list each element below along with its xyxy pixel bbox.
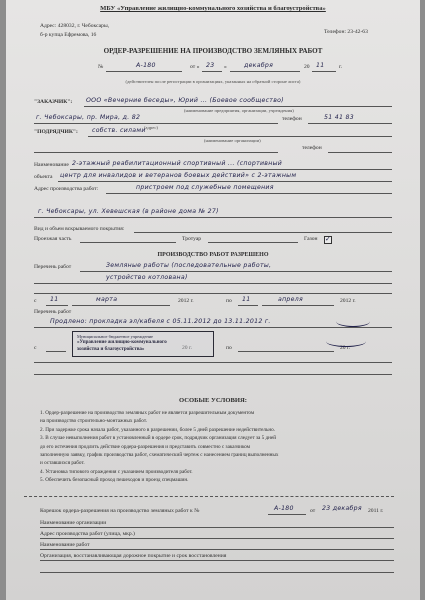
order-year: 11 xyxy=(316,62,325,69)
from-month: марта xyxy=(96,296,118,303)
official-stamp xyxy=(72,331,214,357)
signature-1 xyxy=(336,316,370,327)
stub-row-label: Наименование работ xyxy=(40,542,90,548)
from-prefix-2: с xyxy=(34,345,37,351)
object-value-1: 2-этажный реабилитационный спортивный ... (спортивный xyxy=(72,160,283,167)
works-label-2: Перечень работ xyxy=(34,309,72,315)
to-month: апреля xyxy=(278,296,304,303)
condition-item: и оставшихся работ. xyxy=(40,460,85,467)
stub-row-label: Организация, восстанавливающая дорожное покрытие и срок восстановления xyxy=(40,553,227,559)
condition-item: 1. Ордер-разрешение на производство земляных работ не является разрешительным документом xyxy=(40,410,255,416)
order-number: А-180 xyxy=(136,62,156,69)
works-label: Перечень работ xyxy=(34,264,72,270)
to-prefix-2: по xyxy=(226,345,232,351)
to-year: 2012 г. xyxy=(340,298,356,304)
contractor-phone-label: телефон xyxy=(302,145,322,151)
surface-label: Вид и объем вскрываемого покрытия: xyxy=(34,226,125,232)
object-value-2: центр для инвалидов и ветеранов боевых действий» с 2-этажным xyxy=(60,172,297,179)
works-value-1: Земляные работы (последовательные работы, xyxy=(106,262,272,269)
order-day: 23 xyxy=(206,62,215,69)
order-month: декабря xyxy=(244,62,274,69)
extension-value: Продлено: прокладка эл/кабеля с 05.11.2012 до 13.11.2012 г. xyxy=(50,318,271,325)
contractor-value: собств. силами xyxy=(92,127,146,134)
customer-phone-label: телефон xyxy=(282,116,302,122)
stamp-line1: Муниципальное бюджетное учреждение xyxy=(77,334,153,339)
from-day: 11 xyxy=(50,296,59,303)
stub-year: 2011 г. xyxy=(368,508,384,514)
org-address-line2: б-р купца Ефремова, 16 xyxy=(40,32,97,38)
carriageway-label: Проезжая часть xyxy=(34,236,72,242)
customer-caption: (наименование предприятия, организации, учреждения) xyxy=(184,108,294,113)
customer-value: ООО «Вечерние беседы», Юрий ... (Боевое сообщество) xyxy=(86,97,284,104)
year-2: 20 г. xyxy=(182,345,193,351)
year-3: 20 г. xyxy=(340,345,351,351)
contractor-caption: (наименование организации) xyxy=(204,138,261,143)
customer-label: "ЗАКАЗЧИК": xyxy=(34,99,73,105)
stub-row-line xyxy=(40,538,394,539)
object-label-2: объекта xyxy=(34,174,53,180)
order-permit-sheet: МБУ «Управление жилищно-коммунального хозяйства и благоустройства» Адрес: 428032, г. Чебоксары, б-р купца Ефремова, 16 Телефон: 23-42-63 ОРДЕР-РАЗРЕШЕНИЕ НА ПРОИЗВОДСТВО ЗЕМЛЯНЫХ РАБОТ № А-180 от « 23 » декабря 20 11 г. (действителен после регистрации в организациях, указанных на обратной стороне листа) "ЗАКАЗЧИК": ООО «Вечерние беседы», Юрий ... (Боевое сообщество) (наименование предприятия, организации, учреждения) г. Чебоксары, пр. Мира, д. 82 (адрес) телефон 51 41 83 "ПОДРЯДЧИК": собств. силами (наименование организации) телефон Наименование 2-этажный реабилитационный спортивный ... (спортивный объекта центр для инвалидов и ветеранов боевых действий» с 2-этажным Адрес производства работ: пристроем под служебные помещения г. Чебоксары, ул. Хевешская (в районе дома № 27) Вид и объем вскрываемого покрытия: Проезжая часть Тротуар Газон ✓ ПРОИЗВОДСТВО РАБОТ РАЗРЕШЕНО Перечень работ Земляные работы (последовательные работы, устройство котлована) с 11 марта 2012 г. по 11 апреля 2012 г. Перечень работ Продлено: прокладка эл/кабеля с 05.11.2012 до 13.11.2012 г. с 20 г. по 20 г. Муниципальное бюджетное учреждение «Управление жилищно-коммунального хозяйства и благоустройства» ОСОБЫЕ УСЛОВИЯ: 1. Ордер-разрешение на производство земляных работ не является разрешительным документом на производство строительно-монтажных работ. 2. При задержке срока начала работ, указанного в разрешении, более 5 дней разрешение недействительно. 3. В случае невыполнения работ в установленный в ордере срок, подрядчик организация следует за 5 дней до его истечения продлить действие ордера-разрешения и представить совместно с заказчиком заполненную заявку, график производства работ, схематический чертеж с нанесением границ выполненных и оставшихся работ. 4. Установка типового ограждения с указанием производителя работ. 5. Обеспечить безопасный проход пешеходов и проезд спецмашин. Корешок ордера-разрешения на производство земляных работ к № А-180 от 23 декабря 2011 г. Наименование организации Адрес производства работ (улица, мкр.) Наименование работ Организация, восстанавливающая дорожное покрытие и срок восстановления xyxy=(6,0,420,600)
stub-row-label: Адрес производства работ (улица, мкр.) xyxy=(40,531,135,537)
condition-item: 5. Обеспечить безопасный проход пешеходов и проезд спецмашин. xyxy=(40,477,189,484)
conditions-heading: ОСОБЫЕ УСЛОВИЯ: xyxy=(179,397,247,404)
page-title: ОРДЕР-РАЗРЕШЕНИЕ НА ПРОИЗВОДСТВО ЗЕМЛЯНЫХ РАБОТ xyxy=(103,47,323,55)
from-prefix: с xyxy=(34,298,37,304)
condition-item: заполненную заявку, график производства работ, схематический чертеж с нанесением границ выполненных xyxy=(40,452,279,458)
condition-item: до его истечения продлить действие ордера-разрешения и представить совместно с заказчиком xyxy=(40,443,250,450)
stub-row-line xyxy=(40,527,394,528)
stub-row-line xyxy=(40,560,394,561)
address-label: Адрес производства работ: xyxy=(34,186,99,192)
org-name: МБУ «Управление жилищно-коммунального хозяйства и благоустройства» xyxy=(100,5,326,12)
condition-item: на производство строительно-монтажных работ. xyxy=(40,418,148,425)
sidewalk-label: Тротуар xyxy=(182,236,202,242)
stub-row-label: Наименование организации xyxy=(40,520,107,526)
stub-date: 23 декабря xyxy=(322,505,362,512)
stub-label: Корешок ордера-разрешения на производство земляных работ к № xyxy=(40,508,200,514)
validity-note: (действителен после регистрации в организациях, указанных на обратной стороне листа) xyxy=(125,79,301,84)
lawn-checkbox[interactable] xyxy=(324,236,332,244)
address-value-2: г. Чебоксары, ул. Хевешская (в районе дома № 27) xyxy=(38,208,219,215)
condition-item: 4. Установка типового ограждения с указанием производителя работ. xyxy=(40,468,193,475)
org-address-line1: Адрес: 428032, г. Чебоксары, xyxy=(40,23,110,29)
to-day: 11 xyxy=(242,296,251,303)
customer-address: г. Чебоксары, пр. Мира, д. 82 xyxy=(36,114,141,121)
works-value-2: устройство котлована) xyxy=(106,274,188,281)
year-suffix: г. xyxy=(339,64,343,70)
from-year: 2012 г. xyxy=(178,298,194,304)
contractor-label: "ПОДРЯДЧИК": xyxy=(34,129,78,135)
stub-number: А-180 xyxy=(274,505,294,512)
date-prefix: от « xyxy=(190,64,200,70)
stub-row-line xyxy=(40,572,394,573)
customer-address-caption: (адрес) xyxy=(144,125,158,130)
works-permitted-heading: ПРОИЗВОДСТВО РАБОТ РАЗРЕШЕНО xyxy=(157,252,269,258)
stub-row-line xyxy=(40,549,394,550)
signature-2 xyxy=(326,336,366,347)
stamp-line3: хозяйства и благоустройства» xyxy=(77,347,145,352)
stamp-line2: «Управление жилищно-коммунального xyxy=(77,340,167,345)
lawn-label: Газон xyxy=(304,236,318,242)
address-value-1: пристроем под служебные помещения xyxy=(136,184,274,191)
condition-item: 2. При задержке срока начала работ, указанного в разрешении, более 5 дней разрешение недействительно. xyxy=(40,426,276,433)
org-phone: Телефон: 23-42-63 xyxy=(324,29,368,35)
stub-date-prefix: от xyxy=(310,508,316,514)
to-prefix: по xyxy=(226,298,232,304)
condition-item: 3. В случае невыполнения работ в установленный в ордере срок, подрядчик организация следует за 5 дней xyxy=(40,435,277,442)
number-prefix: № xyxy=(98,64,104,70)
object-label: Наименование xyxy=(34,162,69,168)
customer-phone: 51 41 83 xyxy=(324,114,354,121)
checkmark-icon: ✓ xyxy=(325,235,331,243)
year-prefix: 20 xyxy=(304,64,310,70)
